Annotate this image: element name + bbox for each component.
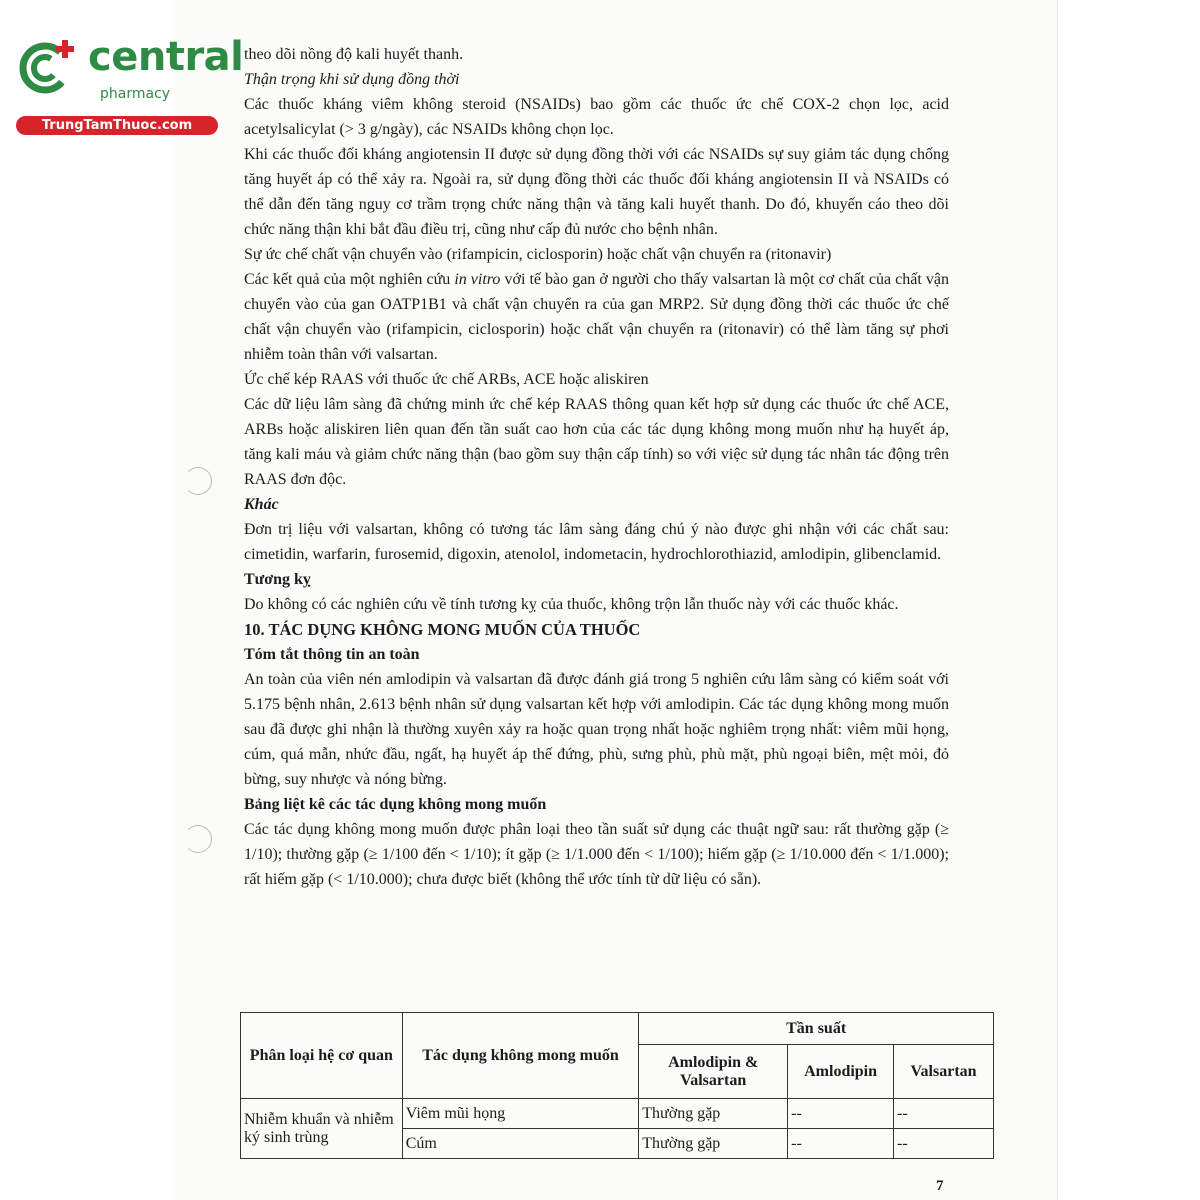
header-frequency: Tần suất [639, 1013, 994, 1045]
paragraph: theo dõi nồng độ kali huyết thanh. [244, 46, 464, 63]
cell-freq-valsartan: -- [894, 1099, 994, 1129]
text-run: Các kết quả của một nghiên cứu [244, 271, 455, 288]
cell-effect: Viêm mũi họng [402, 1099, 639, 1129]
header-amlodipin-valsartan: Amlodipin & Valsartan [639, 1045, 788, 1099]
paragraph: Khi các thuốc đối kháng angiotensin II được sử dụng đồng thời với các NSAIDs sự suy giảm tác dụng chống tăng huyết áp có thể xảy ra. Ngoài ra, sử dụng đồng thời các thuốc đối kháng angiotensin II và NSAIDs có thể dẫn đến tăng nguy cơ trầm trọng chức năng thận và tăng kali huyết thanh. Do đó, khuyến cáo theo dõi chức năng thận khi bắt đầu điều trị, cũng như cấp đủ nước cho bệnh nhân. [244, 146, 949, 238]
punch-hole [184, 467, 212, 495]
header-adverse-effect: Tác dụng không mong muốn [402, 1013, 639, 1099]
cell-freq-amlodipin: -- [788, 1099, 894, 1129]
logo-website: TrungTamThuoc.com [16, 116, 218, 135]
central-pharmacy-logo-icon [18, 38, 76, 96]
logo-brand: central [88, 34, 244, 80]
text-run-italic: in vitro [454, 271, 501, 288]
cell-freq-combo: Thường gặp [639, 1099, 788, 1129]
subheading-safety-summary: Tóm tắt thông tin an toàn [244, 646, 420, 663]
paragraph: Các dữ liệu lâm sàng đã chứng minh ức chế kép RAAS thông quan kết hợp sử dụng các thuốc ức chế ACE, ARBs hoặc aliskiren liên quan đến tần suất cao hơn của các tác dụng không mong muốn như hạ huyết áp, tăng kali máu và giảm chức năng thận (bao gồm suy thận cấp tính) so với việc sử dụng tác nhân tác động trên RAAS đơn độc. [244, 396, 949, 488]
paragraph: Do không có các nghiên cứu về tính tương kỵ của thuốc, không trộn lẫn thuốc này với các thuốc khác. [244, 596, 899, 613]
subheading-ae-list: Bảng liệt kê các tác dụng không mong muốn [244, 796, 547, 813]
paragraph-invitro [244, 267, 949, 367]
table-row [241, 1099, 994, 1129]
text-run: với tế bào gan ở người cho thấy valsartan là một cơ chất của chất vận chuyển vào của gan OATP1B1 và chất vận chuyển ra của gan MRP2. Sử dụng đồng thời các thuốc ức chế chất vận chuyển vào (rifampicin, ciclosporin) hoặc chất vận chuyển ra (ritonavir) có thể làm tăng sự phơi nhiễm toàn thân với valsartan. [244, 271, 949, 363]
paragraph: Các tác dụng không mong muốn được phân loại theo tần suất sử dụng các thuật ngữ sau: rất thường gặp (≥ 1/10); thường gặp (≥ 1/100 đến < 1/10); ít gặp (≥ 1/1.000 đến < 1/100); hiếm gặp (≥ 1/10.000 đến < 1/1.000); rất hiếm gặp (< 1/10.000); chưa được biết (không thể ước tính từ dữ liệu có sẵn). [244, 821, 949, 888]
cell-effect: Cúm [402, 1129, 639, 1159]
header-valsartan: Valsartan [894, 1045, 994, 1099]
paragraph: An toàn của viên nén amlodipin và valsartan đã được đánh giá trong 5 nghiên cứu lâm sàng có kiểm soát với 5.175 bệnh nhân, 2.613 bệnh nhân sử dụng valsartan kết hợp với amlodipin. Các tác dụng không mong muốn sau đã được ghi nhận là thường xuyên xảy ra hoặc quan trọng nhất hoặc nghiêm trọng nhất: viêm mũi họng, cúm, quá mẫn, nhức đầu, ngất, hạ huyết áp thế đứng, phù, sưng phù, phù mặt, phù ngoại biên, mệt mỏi, đỏ bừng, suy nhược và nóng bừng. [244, 671, 949, 788]
subheading-incompatibility: Tương kỵ [244, 571, 311, 588]
adverse-effects-table [240, 1012, 994, 1159]
cell-freq-combo: Thường gặp [639, 1129, 788, 1159]
cell-freq-valsartan: -- [894, 1129, 994, 1159]
page-number: 7 [936, 1178, 944, 1194]
subheading-raas: Ức chế kép RAAS với thuốc ức chế ARBs, ACE hoặc aliskiren [244, 371, 649, 388]
cell-freq-amlodipin: -- [788, 1129, 894, 1159]
header-amlodipin: Amlodipin [788, 1045, 894, 1099]
logo-subtitle: pharmacy [100, 86, 171, 102]
document-body [244, 42, 949, 892]
subheading-other: Khác [244, 496, 279, 513]
pharmacy-logo [10, 34, 244, 136]
header-organ-system: Phân loại hệ cơ quan [241, 1013, 403, 1099]
section-heading-10: 10. TÁC DỤNG KHÔNG MONG MUỐN CỦA THUỐC [244, 620, 641, 639]
paragraph: Các thuốc kháng viêm không steroid (NSAIDs) bao gồm các thuốc ức chế COX-2 chọn lọc, acid acetylsalicylat (> 3 g/ngày), các NSAIDs không chọn lọc. [244, 96, 949, 138]
subheading-caution: Thận trọng khi sử dụng đồng thời [244, 71, 460, 88]
punch-hole [184, 825, 212, 853]
paragraph: Đơn trị liệu với valsartan, không có tương tác lâm sàng đáng chú ý nào được ghi nhận với các chất sau: cimetidin, warfarin, furosemid, digoxin, atenolol, indometacin, hydrochlorothiazid, amlodipin, glibenclamid. [244, 521, 949, 563]
subheading-transporter: Sự ức chế chất vận chuyển vào (rifampicin, ciclosporin) hoặc chất vận chuyển ra (ritonavir) [244, 246, 832, 263]
cell-organ-system: Nhiễm khuẩn và nhiễm ký sinh trùng [241, 1099, 403, 1159]
